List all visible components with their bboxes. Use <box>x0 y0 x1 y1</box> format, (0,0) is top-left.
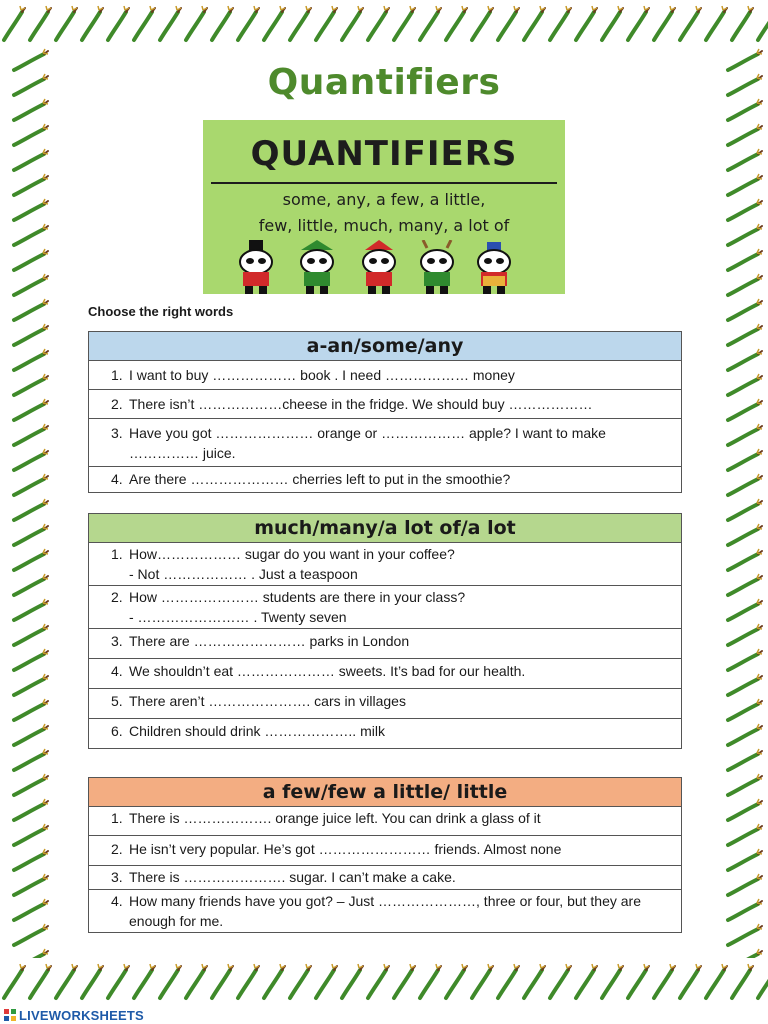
quantifiers-banner <box>203 120 565 294</box>
item-number: 4. <box>111 471 123 487</box>
item-number: 1. <box>111 367 123 383</box>
exercise-row <box>89 586 681 629</box>
item-text: How many friends have you got? – Just …………………, three or four, but they are enough for me. <box>129 893 642 929</box>
exercise-row <box>89 467 681 492</box>
exercise-row <box>89 689 681 719</box>
item-text: I want to buy ……………… book . I need ……………… money <box>129 367 515 383</box>
section-heading: a-an/some/any <box>89 332 681 361</box>
section-a-an-some-any <box>88 331 682 493</box>
exercise-row <box>89 419 681 467</box>
exercise-row <box>89 390 681 419</box>
panda-reindeer <box>421 240 453 294</box>
item-text: Children should drink ……………….. milk <box>129 723 385 739</box>
liveworksheets-icon <box>4 1009 16 1021</box>
section-heading: a few/few a little/ little <box>89 778 681 807</box>
item-number: 2. <box>111 841 123 857</box>
item-number: 2. <box>111 396 123 412</box>
item-text: Have you got ………………… orange or ……………… apple? I want to make …………… juice. <box>129 425 606 461</box>
footer-brand: LIVEWORKSHEETS <box>19 1007 144 1023</box>
item-subline: - Not ……………… . Just a teaspoon <box>129 566 358 582</box>
item-text: He isn’t very popular. He’s got …………………… friends. Almost none <box>129 841 562 857</box>
item-number: 5. <box>111 693 123 709</box>
panda-soldier-1 <box>240 240 272 294</box>
item-text: There aren’t …………………. cars in villages <box>129 693 406 709</box>
item-number: 2. <box>111 589 123 605</box>
item-text: There isn’t ………………cheese in the fridge. We should buy ……………… <box>129 396 593 412</box>
decorative-border-bottom <box>0 958 768 1006</box>
panda-drummer <box>478 242 510 294</box>
banner-line-1: some, any, a few, a little, <box>282 190 486 209</box>
item-number: 1. <box>111 810 123 826</box>
item-text: There is ………………. orange juice left. You can drink a glass of it <box>129 810 541 826</box>
section-a-few-a-little <box>88 777 682 933</box>
item-number: 4. <box>111 663 123 679</box>
item-number: 4. <box>111 893 123 909</box>
banner-title: QUANTIFIERS <box>250 134 518 174</box>
banner-line-2: few, little, much, many, a lot of <box>258 216 510 235</box>
section-heading: much/many/a lot of/a lot <box>89 514 681 543</box>
exercise-row <box>89 659 681 689</box>
decorative-border-top <box>0 0 768 48</box>
exercise-row <box>89 836 681 866</box>
item-number: 3. <box>111 869 123 885</box>
section-much-many-a-lot <box>88 513 682 749</box>
item-text: We shouldn’t eat ………………… sweets. It’s bad for our health. <box>129 663 526 679</box>
item-text: Are there ………………… cherries left to put in the smoothie? <box>129 471 511 487</box>
exercise-row <box>89 890 681 932</box>
liveworksheets-logo[interactable] <box>4 1006 144 1024</box>
exercise-row <box>89 807 681 836</box>
panda-elf <box>301 240 333 294</box>
decorative-border-left <box>0 48 54 958</box>
page-title: Quantifiers <box>267 62 501 103</box>
exercise-row <box>89 866 681 890</box>
panda-santa <box>363 240 395 294</box>
item-subline: - …………………… . Twenty seven <box>129 609 347 625</box>
panda-characters-illustration <box>229 240 539 294</box>
item-text: There is …………………. sugar. I can’t make a cake. <box>129 869 456 885</box>
item-text: How……………… sugar do you want in your coffee? <box>129 546 455 562</box>
exercise-row <box>89 543 681 586</box>
instructions-text: Choose the right words <box>88 304 234 319</box>
item-number: 1. <box>111 546 123 562</box>
item-text: How ………………… students are there in your class? <box>129 589 466 605</box>
exercise-row <box>89 719 681 748</box>
decorative-border-right <box>714 48 768 958</box>
exercise-row <box>89 361 681 390</box>
item-text: There are …………………… parks in London <box>129 633 410 649</box>
item-number: 3. <box>111 425 123 441</box>
item-number: 3. <box>111 633 123 649</box>
item-number: 6. <box>111 723 123 739</box>
exercise-row <box>89 629 681 659</box>
banner-divider <box>211 182 557 184</box>
